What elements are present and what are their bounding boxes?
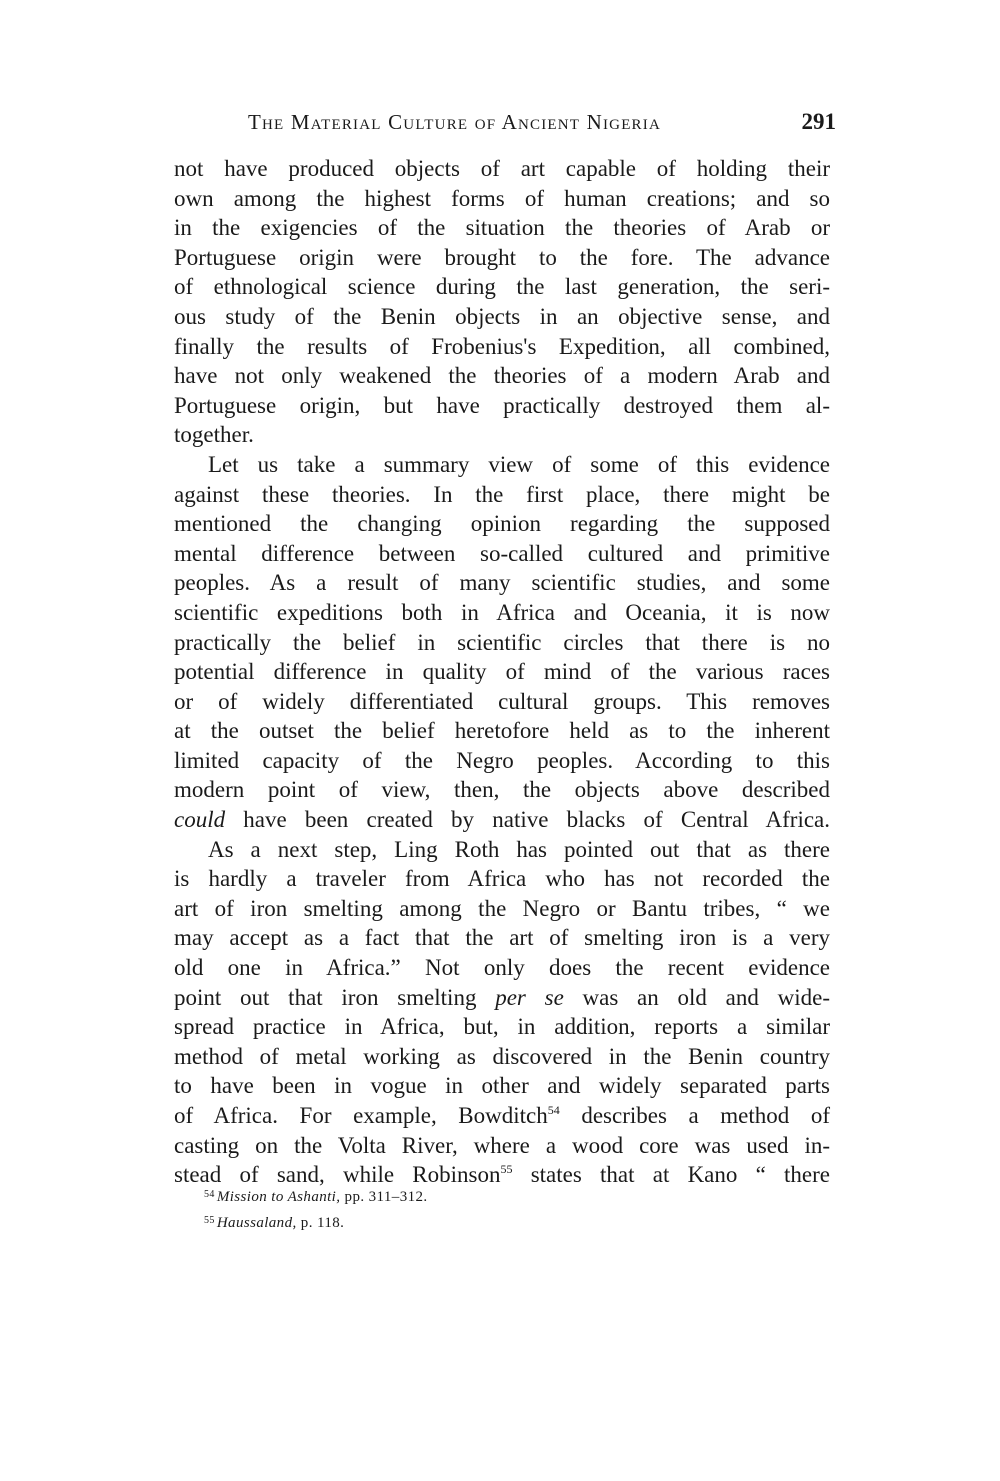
text-line: or of widely differentiated cultural groups. This removes: [174, 688, 830, 714]
text-line: at the outset the belief heretofore held as to the inherent: [174, 718, 830, 744]
paragraph: [174, 835, 830, 1190]
paragraph: [174, 154, 830, 450]
text-line: modern point of view, then, the objects above described: [174, 777, 830, 803]
text-line: in the exigencies of the situation the theories of Arab or: [174, 215, 830, 241]
footnotes: [204, 1183, 704, 1235]
text-line: practically the belief in scientific circles that there is no: [174, 629, 830, 655]
text-line: [174, 983, 830, 1013]
text-line: spread practice in Africa, but, in addition, reports a similar: [174, 1014, 830, 1040]
text-line: to have been in vogue in other and widely separated parts: [174, 1073, 830, 1099]
text-line: casting on the Volta River, where a wood core was used in-: [174, 1132, 830, 1158]
text-line: Portuguese origin were brought to the fore. The advance: [174, 244, 830, 270]
italic-phrase: per se: [495, 984, 564, 1010]
text-run: describes a method of: [559, 1103, 831, 1128]
footnote-title: Mission to Ashanti,: [216, 1189, 341, 1205]
footnote-pages: p. 118.: [296, 1215, 345, 1231]
text-line: ous study of the Benin objects in an objective sense, and: [174, 303, 830, 329]
text-line: have not only weakened the theories of a modern Arab and: [174, 363, 830, 389]
text-run: stead of sand, while Robinson: [174, 1162, 501, 1188]
paragraph: [174, 450, 830, 835]
text-line: Let us take a summary view of some of this evidence: [208, 451, 830, 477]
text-run: have been created by native blacks of Central Africa.: [225, 807, 830, 833]
text-line: of ethnological science during the last generation, the seri-: [174, 274, 830, 300]
text-line: Portuguese origin, but have practically destroyed them al-: [174, 392, 830, 418]
text-line: [174, 805, 830, 835]
footnote-pages: pp. 311–312.: [340, 1189, 428, 1205]
text-line: limited capacity of the Negro peoples. According to this: [174, 747, 830, 773]
text-line: peoples. As a result of many scientific studies, and some: [174, 570, 830, 596]
footnote-ref[interactable]: 55: [500, 1162, 513, 1177]
text-run: of Africa. For example, Bowditch: [174, 1103, 548, 1128]
footnote-ref[interactable]: 54: [547, 1103, 560, 1117]
footnote-title: Haussaland,: [216, 1215, 297, 1231]
text-run: point out that iron smelting: [174, 984, 496, 1010]
text-line: As a next step, Ling Roth has pointed out that as there: [208, 836, 830, 862]
running-title: The Material Culture of Ancient Nigeria: [248, 110, 661, 134]
running-header: [176, 106, 836, 138]
footnote: [204, 1183, 704, 1209]
footnote-number: 55: [204, 1215, 215, 1226]
text-line: finally the results of Frobenius's Expedition, all combined,: [174, 333, 830, 359]
text-run: was an old and wide-: [563, 984, 830, 1010]
text-line: scientific expeditions both in Africa and Oceania, it is now: [174, 599, 830, 625]
italic-word: could: [174, 807, 226, 833]
text-line: potential difference in quality of mind of the various races: [174, 659, 830, 685]
text-line: own among the highest forms of human creations; and so: [174, 185, 830, 211]
text-line: against these theories. In the first place, there might be: [174, 481, 830, 507]
text-line: may accept as a fact that the art of smelting iron is a very: [174, 925, 830, 951]
text-line: is hardly a traveler from Africa who has not recorded the: [174, 866, 830, 892]
body-text: [174, 154, 830, 1190]
text-line: [174, 1101, 830, 1131]
text-line: mentioned the changing opinion regarding the supposed: [174, 511, 830, 537]
text-line: mental difference between so-called cultured and primitive: [174, 540, 830, 566]
footnote-number: 54: [204, 1189, 215, 1200]
text-line: art of iron smelting among the Negro or Bantu tribes, “ we: [174, 895, 830, 921]
page-number: 291: [801, 109, 836, 134]
text-line: together.: [174, 422, 254, 448]
text-line: old one in Africa.” Not only does the recent evidence: [174, 955, 830, 981]
text-run: states that at Kano “ there: [512, 1162, 831, 1188]
footnote: [204, 1209, 704, 1235]
text-line: method of metal working as discovered in the Benin country: [174, 1043, 830, 1069]
text-line: not have produced objects of art capable of holding their: [174, 156, 830, 181]
